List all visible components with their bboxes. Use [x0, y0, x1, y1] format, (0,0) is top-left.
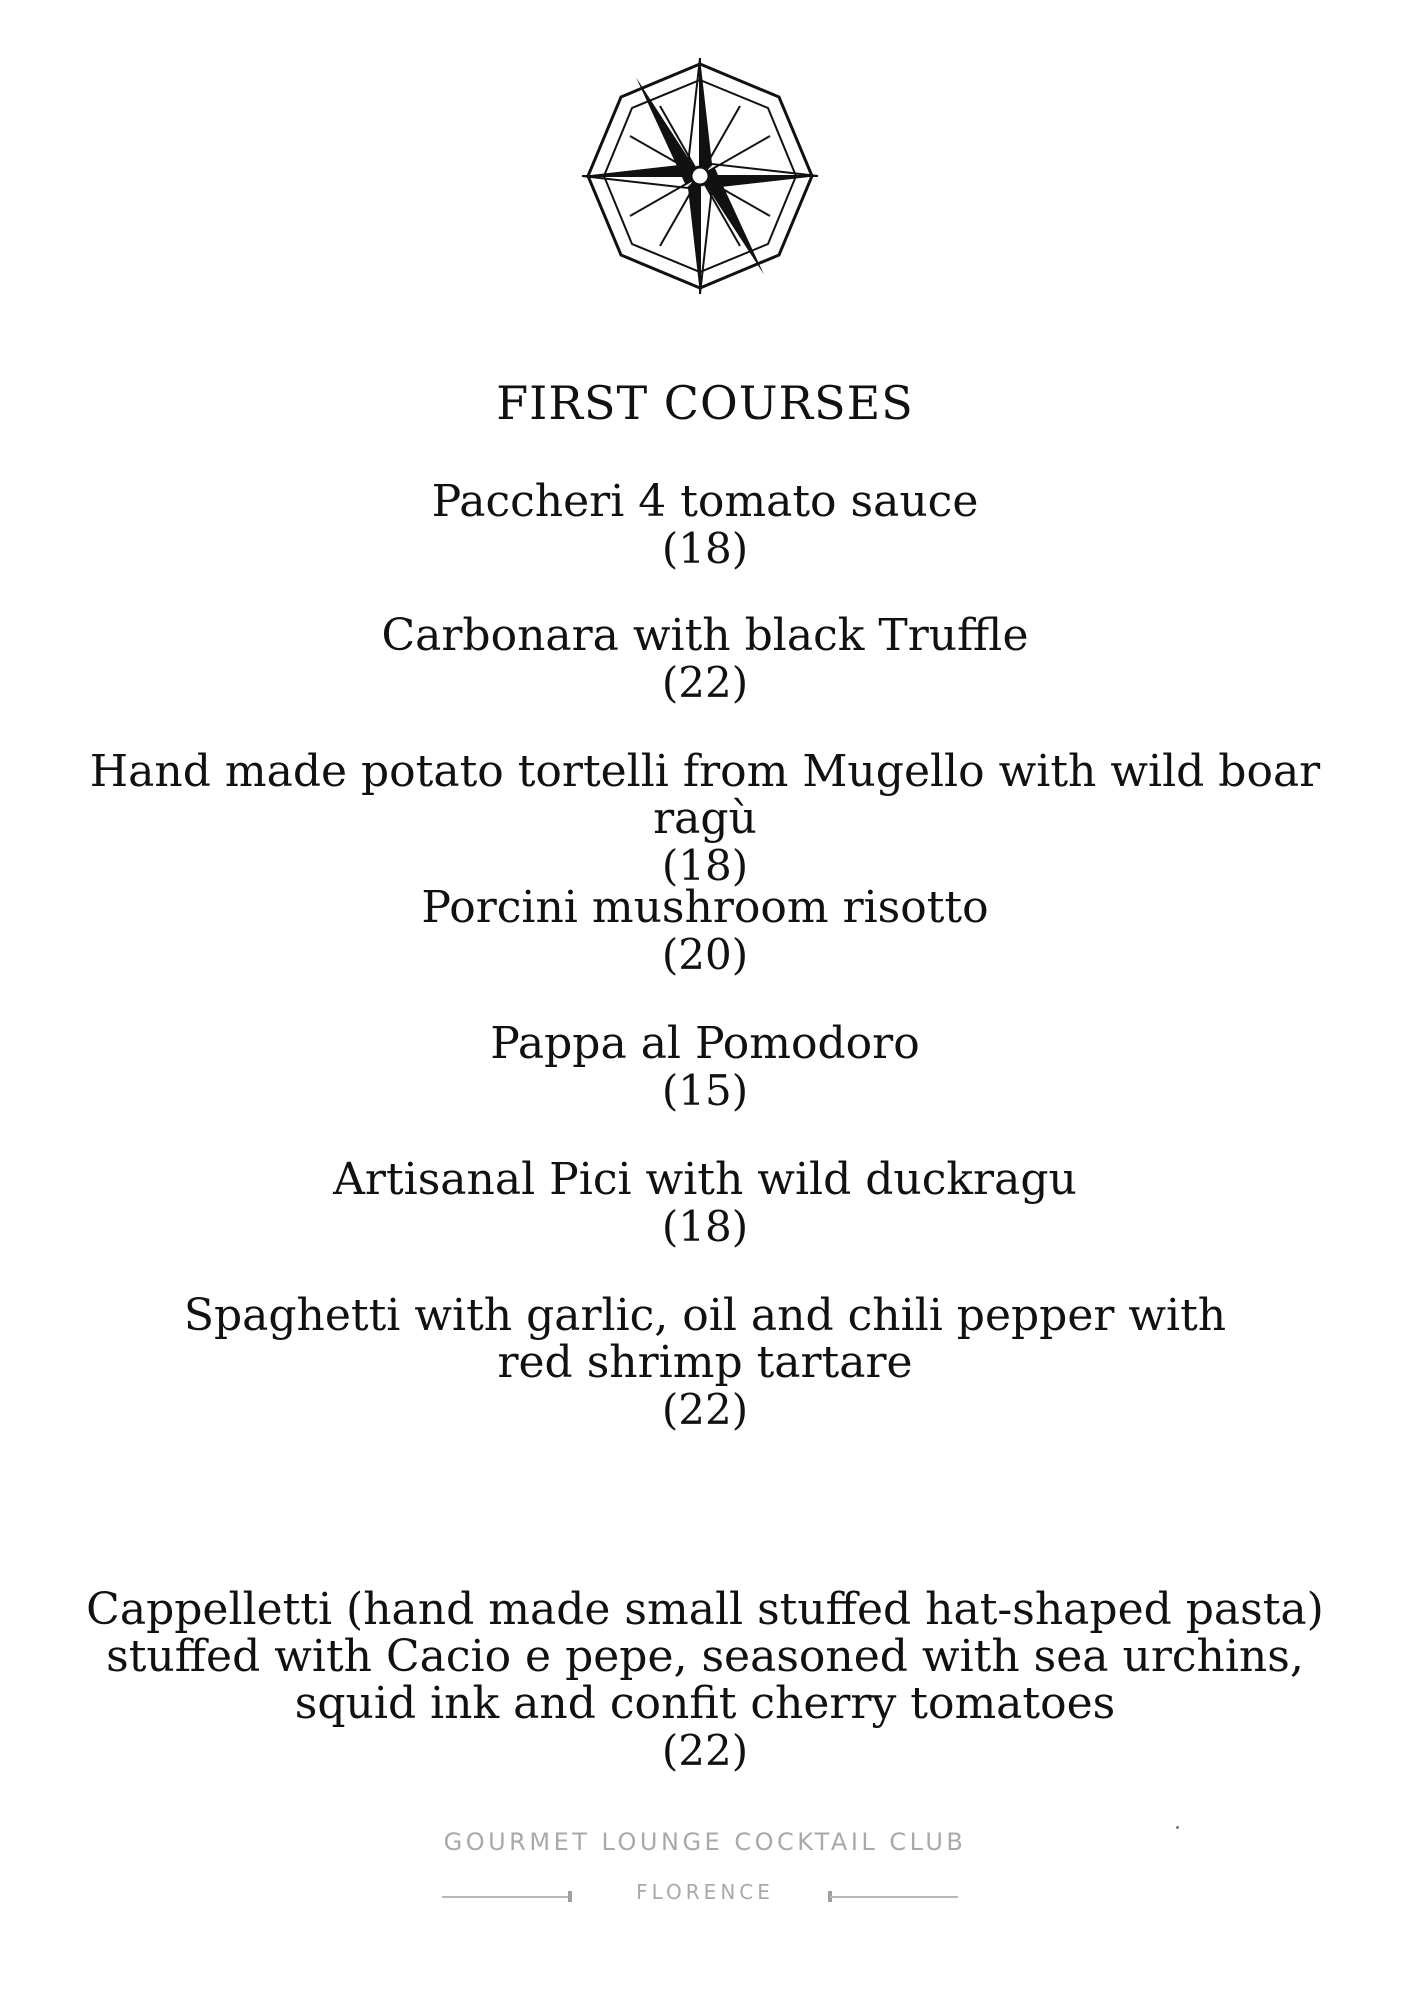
- dish-name: Porcini mushroom risotto: [421, 882, 989, 933]
- footer-rule: [830, 1896, 958, 1898]
- dish-name: Pappa al Pomodoro: [490, 1018, 920, 1069]
- dish-price: (22): [661, 658, 749, 707]
- dish-name: Spaghetti with garlic, oil and chili pepper with red shrimp tartare: [183, 1290, 1227, 1388]
- dish-price: (22): [661, 1385, 749, 1434]
- dish-name: Carbonara with black Truffle: [381, 610, 1029, 661]
- dish-price: (18): [661, 1202, 749, 1251]
- dish-price: (22): [661, 1726, 749, 1775]
- dish-name: Hand made potato tortelli from Mugello with wild boar ragù: [89, 746, 1321, 844]
- dish-name: Artisanal Pici with wild duckragu: [333, 1154, 1077, 1205]
- dish-name: Paccheri 4 tomato sauce: [431, 476, 979, 527]
- star-compass-logo: [580, 56, 820, 296]
- section-heading: FIRST COURSES: [496, 376, 914, 430]
- footer-city: FLORENCE: [636, 1880, 774, 1904]
- menu-item: [80, 1586, 1330, 1775]
- footer-city-row: [0, 1876, 1410, 1916]
- stray-dot: [1176, 1826, 1179, 1829]
- menu-item: [70, 748, 1340, 890]
- footer-brand: GOURMET LOUNGE COCKTAIL CLUB: [443, 1828, 967, 1856]
- menu-item: [70, 478, 1340, 573]
- menu-item: [150, 1292, 1260, 1434]
- menu-item: [70, 612, 1340, 707]
- dish-price: (18): [661, 841, 749, 890]
- menu-item: [70, 1020, 1340, 1115]
- menu-item: [70, 884, 1340, 979]
- dish-price: (18): [661, 524, 749, 573]
- dish-price: (15): [661, 1066, 749, 1115]
- dish-name: Cappelletti (hand made small stuffed hat-shaped pasta) stuffed with Cacio e pepe, seasoned with sea urchins, squid ink and confit cherry tomatoes: [86, 1584, 1324, 1729]
- menu-item: [70, 1156, 1340, 1251]
- dish-price: (20): [661, 930, 749, 979]
